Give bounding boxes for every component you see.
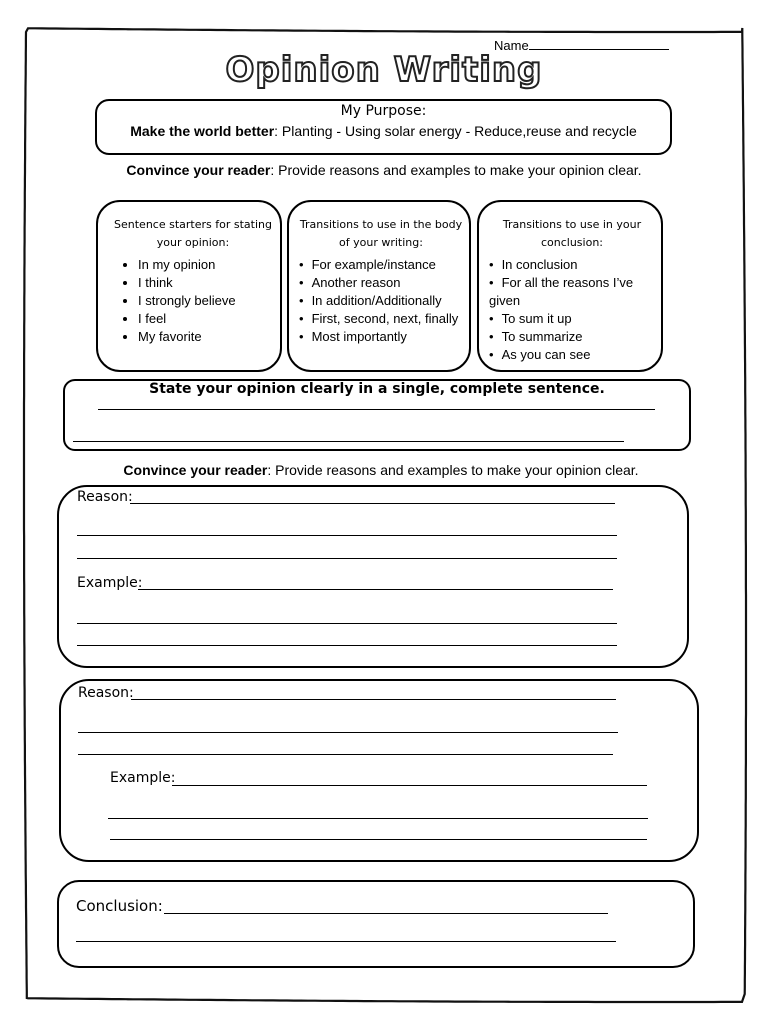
list-item: • To summarize — [489, 328, 655, 346]
reason-line[interactable] — [131, 699, 616, 700]
list-item: • In addition/Additionally — [299, 292, 463, 310]
list-item: • I strongly believe — [138, 292, 274, 310]
name-line[interactable] — [529, 37, 669, 50]
example-line[interactable] — [110, 839, 647, 840]
list-item: • Most importantly — [299, 328, 463, 346]
column-title: Transitions to use in your conclusion: — [502, 218, 642, 249]
example-line[interactable] — [108, 818, 648, 819]
example-line[interactable] — [77, 645, 617, 646]
purpose-text — [97, 123, 670, 139]
reason-line[interactable] — [78, 732, 618, 733]
column-title: Sentence starters for stating your opinion: — [114, 218, 272, 249]
list-item: • In my opinion — [138, 256, 274, 274]
purpose-rest: : Planting - Using solar energy - Reduce,reuse and recycle — [274, 123, 637, 139]
convince-bold: Convince your reader — [126, 162, 271, 178]
conclusion-line[interactable] — [164, 913, 608, 914]
convince-line-top — [0, 162, 768, 178]
reason-line[interactable] — [77, 535, 617, 536]
purpose-box — [95, 99, 672, 155]
opinion-title: State your opinion clearly in a single, complete sentence. — [149, 381, 605, 397]
list-item: • First, second, next, finally — [299, 310, 463, 328]
convince-line-bottom — [0, 462, 765, 478]
list-item: • I feel — [138, 310, 274, 328]
opinion-writing-line-2[interactable] — [73, 441, 624, 442]
list-item: • To sum it up — [489, 310, 655, 328]
purpose-title: My Purpose: — [340, 103, 427, 119]
column-title: Transitions to use in the body of your writing: — [299, 218, 463, 249]
example-label: Example: — [77, 575, 143, 591]
conclusion-label: Conclusion: — [76, 897, 163, 915]
column-body-transitions — [287, 200, 471, 372]
reason-label: Reason: — [77, 489, 133, 505]
list-item: • Another reason — [299, 274, 463, 292]
reason-line[interactable] — [78, 754, 613, 755]
conclusion-line[interactable] — [76, 941, 616, 942]
reason-line[interactable] — [130, 503, 615, 504]
list-item: • For example/instance — [299, 256, 463, 274]
conclusion-box — [57, 880, 695, 968]
column-sentence-starters — [96, 200, 282, 372]
column-list — [112, 256, 274, 346]
column-list — [489, 256, 655, 364]
column-list — [299, 256, 463, 346]
purpose-bold: Make the world better — [130, 123, 275, 139]
page-title: Opinion Writing — [225, 50, 543, 90]
list-item: • As you can see — [489, 346, 655, 364]
example-line[interactable] — [77, 623, 617, 624]
list-item: • In conclusion — [489, 256, 655, 274]
reason-label: Reason: — [78, 685, 134, 701]
example-label: Example: — [110, 770, 176, 786]
reason-line[interactable] — [77, 558, 617, 559]
convince-bold: Convince your reader — [123, 462, 268, 478]
convince-rest: : Provide reasons and examples to make your opinion clear. — [267, 462, 639, 478]
list-item: • My favorite — [138, 328, 274, 346]
reason-box-1 — [57, 485, 689, 668]
example-line[interactable] — [172, 785, 647, 786]
column-conclusion-transitions — [477, 200, 663, 372]
list-item: • I think — [138, 274, 274, 292]
opinion-writing-line-1[interactable] — [98, 409, 655, 410]
list-item: • For all the reasons I’ve given — [489, 274, 655, 310]
name-label: Name — [494, 38, 529, 53]
example-line[interactable] — [138, 589, 613, 590]
convince-rest: : Provide reasons and examples to make your opinion clear. — [270, 162, 642, 178]
